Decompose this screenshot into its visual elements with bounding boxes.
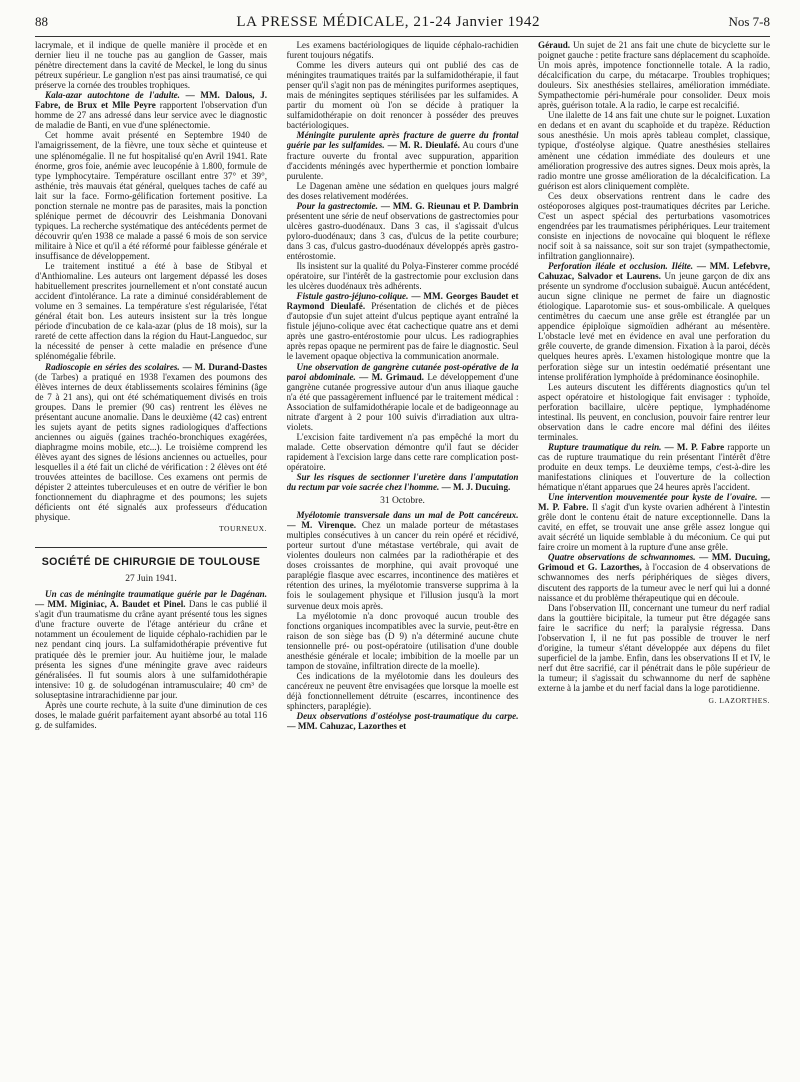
columns xyxy=(35,40,770,1075)
article-authors: Géraud. xyxy=(538,40,571,50)
article-gangrene xyxy=(287,362,519,432)
article-title: Fistule gastro-jéjuno-colique. xyxy=(296,291,409,302)
article-authors: — M. R. Dieulafé. xyxy=(387,140,460,151)
article-schwannomes xyxy=(538,552,770,602)
article-title: Rupture traumatique du rein. xyxy=(548,441,662,452)
article-text: Au cours d'une fracture ouverte du frontal avec suppuration, apparition d'accidents méningés avec hyperthermie et ponction lombaire purulente. xyxy=(286,140,519,181)
signature: TOURNEUX. xyxy=(218,524,267,534)
page-header xyxy=(35,14,770,37)
paragraph: L'excision faite tardivement n'a pas empêché la mort du malade. Cette observation démontre qu'il faut se décider rapidement à l'excision large dans cette rare complication post-opératoire. xyxy=(286,431,519,472)
article-text: (de Tarbes) a pratiqué en 1938 l'examen des poumons des élèves internes de deux établissements scolaires féminins (âge de 7 à 21 ans), qui ont été schématiquement divisés en trois groupes. Dans le premier (90 cas) rentrent les élèves ne présentant aucune anomalie. Dans le deuxième (42 cas) entrent les sujets ayant de petits signes radiologiques d'affections anciennes ou aiguës (gaines trachéo-bronchiques exagérées, diaphragme moins mobile, etc...). Le troisième comprend les élèves ayant des signes de lésions anciennes ou actuelles, pour lesquelles il a été fait un cliché de vérification : 2 élèves ont été trouvées atteintes de bacillose. Ces examens ont permis de dépister 2 atteintes tuberculeuses et en outre de vérifier le bon fonctionnement du diaphragme et des poumons; les sujets déficients ont été signalés aux professeurs d'éducation physique. xyxy=(35,371,267,523)
article-osteolyse xyxy=(287,711,519,731)
paragraph: Après une courte rechute, à la suite d'une diminution de ces doses, le malade guérit parfaitement ayant absorbé au total 116 g. de sulfamides. xyxy=(35,699,267,730)
article-title: Quatre observations de schwannomes. xyxy=(548,552,696,563)
article-title: Myélotomie transversale dans un mal de Pott cancéreux. xyxy=(296,510,519,521)
article-title: Kala-azar autochtone de l'adulte. xyxy=(45,90,180,101)
paragraph: Une ilalette de 14 ans fait une chute sur le poignet. Luxation en dedans et en avant du scaphoïde et du trapèze. Réduction sous anesthésie. Un mois après tableau complet, classique, typique, d'ostéolyse algique. Quatre anesthésies stellaires amènent une cédation immédiate des douleurs et une amélioration progressive des autres signes. Deux mois après, la radio montre une grosse amélioration de la décalcification. La guérison est alors cliniquement complète. xyxy=(538,110,770,191)
paragraph: Le traitement institué a été à base de Stibyal et d'Anthiomaline. Les auteurs ont largement dépassé les doses habituellement prescrites journellement et n'ont constaté aucun accident d'intolérance. La rate a diminué considérablement de volume en 3 semaines. La température s'est régularisée, l'état général était bon. Les auteurs insistent sur la très longue période d'incubation de ce kala-azar (plus de 18 mois), sur la rareté de cette affection dans la région du Haut-Languedoc, sur la nécessité de penser à cette maladie en présence d'une splénomégalie fébrile. xyxy=(35,261,267,362)
signature: G. LAZORTHES. xyxy=(708,696,770,706)
article-text: Présentation de clichés et de pièces d'autopsie d'un sujet atteint d'ulcus peptique ayant entraîné la fistule jéjuno-colique avec état cachectique quatre ans et demi après une gastro-entérostomie pour ulcus. Les radiographies après repas opaque ne permirent pas de faire le diagnostic. Seul le lavement opaque objectiva la communication anormale. xyxy=(286,301,519,362)
article-authors: — M. Grimaud. xyxy=(359,371,424,382)
paragraph: Dans l'observation III, concernant une tumeur du nerf radial dans la gouttière bicipitale, la tumeur put être dégagée sans faire le sacrifice du nerf; la paralysie régressa. Dans l'observation I, il ne fut pas possible de trouver le nerf d'origine, la tumeur s'étant développée aux dépens du filet superficiel de la jambe. Enfin, dans les observations II et IV, le nerf dut être sacrifié, car il pénétrait dans le pôle supérieur de la tumeur; il s'agissait du schwannome du nerf de saphène externe à la jambe et du nerf facial dans la loge parotidienne. xyxy=(538,602,770,693)
paragraph: Ces indications de la myélotomie dans les douleurs des cancéreux ne peuvent être envisagées que lorsque la moelle est déjà fonctionnellement détruite (escarres, incontinence des sphincters, paraplégie). xyxy=(286,670,519,711)
paragraph: lacrymale, et il indique de quelle manière il procède et en dernier lieu il ne touche pas au ganglion de Gasser, mais pénètre directement dans la cavité de Meckel, le long du sinus pétreux supérieur. Le ganglion n'est pas ainsi traumatisé, ce qui préserve la cornée des troubles trophiques. xyxy=(35,40,267,91)
article-title: Radioscopie en séries des scolaires. xyxy=(45,361,180,372)
article-title: Deux observations d'ostéolyse post-traumatique du carpe. xyxy=(296,711,519,722)
article-fistule xyxy=(287,291,519,361)
article-text: présentent une série de neuf observations de gastrectomies pour ulcères gastro-duodénaux. Dans 3 cas, il s'agissait d'ulcus pyloro-duodénaux; dans 3 cas, d'ulcus de la petite courbure; dans 3 cas, d'ulcus gastro-duodénaux développés après gastro-entérostomie. xyxy=(286,210,519,261)
paragraph: Le Dagenan amène une sédation en quelques jours malgré des doses relativement modérées. xyxy=(286,180,519,201)
article-meningite xyxy=(35,589,267,700)
article-text: à l'occasion de 4 observations de schwannomes des nerfs périphériques de sièges divers, discutent des rapports de la tumeur avec le nerf qui lui a donné naissance et du problème thérapeutique qui en découle. xyxy=(538,562,770,603)
article-authors: — M. J. Ducuing. xyxy=(441,482,511,493)
article-authors: — MM. Dalous, J. Fabre, de Brux et Mlle Peyre xyxy=(35,90,267,111)
article-gastrectomie xyxy=(287,201,519,261)
article-authors: — M. P. Fabre xyxy=(664,441,725,452)
session-date: 31 Octobre. xyxy=(380,496,425,507)
session-date: 27 Juin 1941. xyxy=(125,574,177,585)
paragraph: Cet homme avait présenté en Septembre 1940 de l'amaigrissement, de la fièvre, une toux sèche et quinteuse et une splénomégalie. Il ne fut hospitalisé qu'en Avril 1941. Rate énorme, gros foie, anémie avec leucopénie à 1.800, formule de type lymphocytaire. Température oscillant entre 37° et 39°, asthénie, très mauvais état général, quelques taches de café au lait sur la face. Formo-gélification fortement positive. La ponction sternale ne montre pas de parasites, mais la ponction splénique permet de découvrir des Leishmania Donovani typiques. La recherche systématique des antécédents permet de découvrir qu'en 1938 ce malade a passé 6 mois de son service militaire à Nice et qu'il a été réformé pour faiblesse générale et insuffisance de développement. xyxy=(35,130,267,261)
paragraph: Comme les divers auteurs qui ont publié des cas de méningites traumatiques traités par la sulfamidothérapie, il faut penser qu'il s'agit non pas de méningites puriformes aseptiques, mais de méningites septiques stérilisées par les sulfamides. A partir du moment où l'on se décide à pratiquer la sulfamidothérapie on doit renoncer à posséder des preuves bactériologiques. xyxy=(286,60,519,131)
paragraph xyxy=(538,40,770,110)
article-title: Un cas de méningite traumatique guérie par le Dagénan. xyxy=(45,589,267,600)
column-2 xyxy=(287,40,519,1075)
article-radioscopie xyxy=(35,362,267,523)
article-authors: — M. P. Fabre. xyxy=(538,492,770,513)
column-3 xyxy=(538,40,770,1075)
article-perforation xyxy=(538,261,770,382)
article-text: Il s'agit d'un kyste ovarien adhérent à l'intestin grêle dont le contenu était de nature exceptionnelle. Dans la cavité, en effet, se trouvait une anse grêle assez longue qui avait sécrété un liquide semblable à du méconium. Ce qui put faire croire un moment à la rupture d'une anse grêle. xyxy=(538,502,770,553)
article-text: Un jeune garçon de dix ans présente un syndrome d'occlusion subaiguë. Aucun antécédent, aucun signe clinique ne permet de faire un diagnostic étiologique. Laparotomie sus- et sous-ombilicale. A quelques centimètres du caecum une anse grêle est étranglée par un appendice épiploïque sigmoïdien adhérant au mésentère. L'obstacle levé met en évidence en aval une perforation du grêle couverte, de grande dimension. Fixation à la paroi, décès quelques heures après. L'examen histologique montre que la perforation siège sur un intestin oedématié présentant une intense prolifération lymphoïde à prédominance éosinophile. xyxy=(538,271,770,382)
article-title: Méningite purulente après fracture de guerre du frontal guérie par les sulfamides. xyxy=(286,130,519,151)
article-text: rapporte un cas de rupture traumatique du rein présentant l'intérêt d'être produite en deux temps. Le deuxième temps, c'est-à-dire les manifestations cliniques et l'ouverture de la collection hématique n'étant apparues que 24 heures après l'accident. xyxy=(538,441,770,493)
paragraph: Les auteurs discutent les différents diagnostics qu'un tel aspect opératoire et histologique fait envisager : typhoïde, perforation bacillaire, ulcère peptique, lymphadénome intestinal. Ils peuvent, en conclusion, pouvoir faire rentrer leur observation dans le cadre encore mal défini des iléites terminales. xyxy=(538,381,770,442)
article-authors: — MM. Lefebvre, Cahuzac, Salvador et Laurens. xyxy=(538,261,770,282)
article-text: Le développement d'une gangrène cutanée progressive autour d'un anus iliaque gauche n'a été que passagèrement influencé par le traitement médical : Association de sulfamidothérapie locale et de badigeonnage au nitrate d'argent à 2 pour 100 suivis d'irradiation aux ultra-violets. xyxy=(286,371,519,432)
article-title: Une observation de gangrène cutanée post-opérative de la paroi abdominale. xyxy=(286,361,519,382)
article-authors: — MM. Ducuing, Grimoud et G. Lazorthes, xyxy=(538,552,770,573)
article-title: Sur les risques de sectionner l'uretère dans l'amputation du rectum par voie sacrée chez l'homme. xyxy=(286,472,519,493)
article-authors: — M. Durand-Dastes xyxy=(182,361,267,372)
paragraph: Les examens bactériologiques de liquide céphalo-rachidien furent toujours négatifs. xyxy=(286,40,519,61)
paragraph: Ils insistent sur la qualité du Polya-Finsterer comme procédé opératoire, sur l'intérêt de la gastrectomie pour exclusion dans les ulcères duodénaux très adhérents. xyxy=(286,261,519,292)
article-authors: — MM. Cahuzac, Lazorthes et xyxy=(286,721,407,732)
article-text: Dans le cas publié il s'agit d'un traumatisme du crâne ayant présenté tous les signes d'une fracture ouverte de l'étage antérieur du crâne et notamment un écoulement de liquide céphalo-rachidien par le nez pendant cinq jours. La sulfamidothérapie préventive fut pratiquée dès le premier jour. Au huitième jour, le malade présenta les signes d'une méningite grave avec raideurs généralisées. Il fut soumis alors à une sulfamidothérapie intensive: 10 g. de soludogénan intramusculaire; 40 cm³ de soluseptasine intrarachidienne par jour. xyxy=(35,599,267,700)
section-heading: SOCIÉTÉ DE CHIRURGIE DE TOULOUSE xyxy=(35,547,267,568)
article-kyste-ovaire xyxy=(538,492,770,552)
paragraph: La myélotomie n'a donc provoqué aucun trouble des fonctions organiques incompatibles avec la survie, peut-être en raison de son siège bas (D 9) n'a déterminé aucune chute tensionnelle pré- ou post-opératoire (utilisation d'une double anesthésie générale et locale; imbibition de la moelle par un tampon de stovaïne, infiltration directe de la moelle). xyxy=(286,610,519,671)
article-authors: — MM. Georges Baudet et Raymond Dieulafé. xyxy=(286,291,519,312)
article-text: Chez un malade porteur de métastases multiples consécutives à un cancer du rein opéré et récidivé, porteur surtout d'une métastase vertébrale, qui avait de violentes douleurs non calmées par la radiothérapie et des doses croissantes de morphine, qui avait provoqué une paraplégie flasque avec escarres, incontinence des matières et rétention des urines, la myélotomie transverse supprima à la fois le soulagement physique et l'illusion jusqu'à la mort survenue deux mois après. xyxy=(286,520,519,611)
article-uretere xyxy=(287,472,519,492)
article-rupture-rein xyxy=(538,442,770,492)
article-text: rapportent l'observation d'un homme de 27 ans adressé dans leur service avec le diagnostic de maladie de Banti, en vue d'une splénectomie. xyxy=(35,100,267,131)
page-number: 88 xyxy=(35,14,48,29)
issue-number: Nos 7-8 xyxy=(728,14,770,29)
article-text: Un sujet de 21 ans fait une chute de bicyclette sur le poignet gauche : petite fracture sans déplacement du scaphoïde. Un mois après, impotence fonctionnelle totale. A la radio, décalcification du carpe, du métacarpe. Troubles trophiques; douleurs. Six anesthésies stellaires, amélioration immédiate. Sympathectomie péri-humérale pour consolider. Deux mois après, guérison totale. A la radio, le carpe est recalcifié. xyxy=(538,40,770,111)
article-title: Perforation iléale et occlusion. Iléite. xyxy=(548,261,694,272)
article-title: Pour la gastrectomie. xyxy=(296,200,378,211)
article-kala-azar xyxy=(35,90,267,130)
column-1 xyxy=(35,40,267,1075)
paragraph: Ces deux observations rentrent dans le cadre des ostéoporoses algiques post-traumatiques décrites par Leriche. C'est un aspect spécial des perturbations vasomotrices engendrées par les traumatismes périphériques. Leur traitement consiste en injections de novocaïne qui bloquent le réflexe nocif soit à sa naissance, soit sur son trajet (sympathectomie, infiltration ganglionnaire). xyxy=(538,190,770,261)
article-title: Une intervention mouvementée pour kyste de l'ovaire. xyxy=(548,492,758,503)
journal-title: LA PRESSE MÉDICALE, 21-24 Janvier 1942 xyxy=(236,14,541,30)
article-meningite-purulente xyxy=(287,130,519,180)
article-myelotomie xyxy=(287,510,519,610)
article-authors: — MM. Miginiac, A. Baudet et Pinel. xyxy=(35,599,186,610)
article-authors: — MM. G. Rieunau et P. Dambrin xyxy=(380,200,519,211)
article-authors: — M. Virenque. xyxy=(286,520,357,531)
